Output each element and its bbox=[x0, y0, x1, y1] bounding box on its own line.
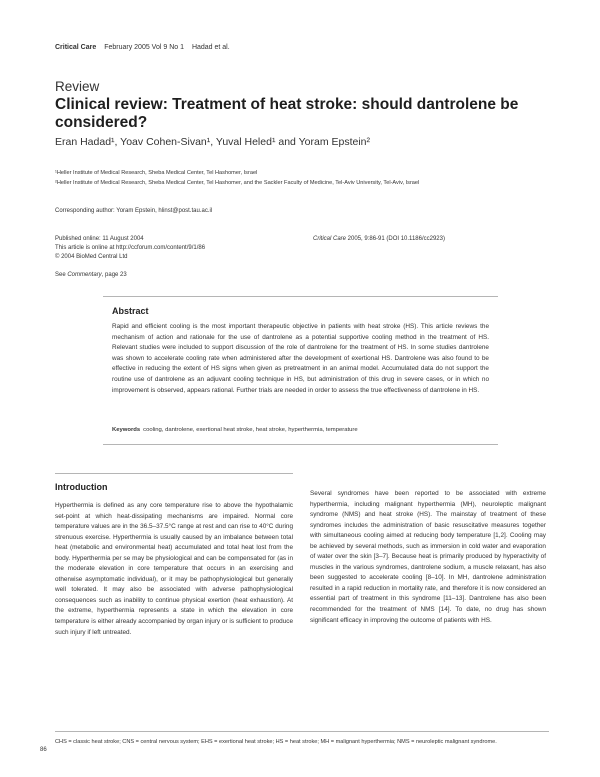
running-head-issue: February 2005 Vol 9 No 1 bbox=[104, 44, 184, 51]
article-type: Review bbox=[55, 79, 100, 94]
abstract-heading: Abstract bbox=[112, 306, 149, 316]
citation-journal: Critical Care bbox=[313, 236, 347, 242]
abbreviations-footnote: CHS = classic heat stroke; CNS = central nervous system; EHS = exertional heat stroke; HS = heat stroke; MH = malignant hyperthermia; NMS = neuroleptic malignant syndrome. bbox=[55, 739, 497, 745]
keywords bbox=[112, 427, 492, 433]
keywords-list: cooling, dantrolene, exertional heat stroke, heat stroke, hyperthermia, temperature bbox=[143, 427, 358, 433]
introduction-rule bbox=[55, 473, 293, 474]
citation-details: 2005, 9:86-91 (DOI 10.1186/cc2923) bbox=[346, 236, 445, 242]
corresponding-author: Corresponding author: Yoram Epstein, hlinst@post.tau.ac.il bbox=[55, 208, 213, 214]
copyright: © 2004 BioMed Central Ltd bbox=[55, 254, 128, 260]
running-head bbox=[55, 44, 230, 51]
affiliation-2: ²Heller Institute of Medical Research, Sheba Medical Center, Tel Hashomer, and the Sackler Faculty of Medicine, Tel-Aviv University, Tel-Aviv, Israel bbox=[55, 180, 420, 186]
footnote-rule bbox=[55, 731, 549, 732]
abstract-text: Rapid and efficient cooling is the most important therapeutic objective in patients with heat stroke (HS). This article reviews the mechanism of action and rationale for the use of dantrolene as a potential supportive cooling method in the treatment of HS. Relevant studies were included to support discussion of the role of dantrolene for the treatment of HS. In some studies dantrolene was shown to accelerate cooling rate when administered after the development of exertional HS. Dantrolene was also found to be effective in reducing the extent of HS signs when given as pretreatment in an animal model. Accumulated data do not support the routine use of dantrolene as an adjuvant cooling technique in HS, but administration of this drug in severe cases, or in which no improvement is observed, appears rational. Further trials are needed in order to assess the true effectiveness of dantrolene in HS. bbox=[112, 323, 489, 394]
abstract-bottom-rule bbox=[103, 444, 498, 445]
online-url: This article is online at http://ccforum.com/content/9/1/86 bbox=[55, 245, 206, 251]
introduction-column-2: Several syndromes have been reported to be associated with extreme hyperthermia, including malignant hyperthermia (MH), neuroleptic malignant syndrome (NMS) and heat stroke (HS). The mainstay of treatment of these syndromes includes the administration of basic resuscitative measures together with simultaneous cooling aimed at reducing body temperature [1,2]. Cooling may be achieved by several methods, such as immersion in cold water and evaporation of water over the skin [3–7]. Because heat is primarily produced by hyperactivity of muscles in the various syndromes, dantrolene sodium, a muscle relaxant, has also been suggested to accelerate cooling [8–10]. In MH, dantrolene administration resulted in a rapid reduction in mortality rate, and therefore it is now considered an essential part of treatment in this syndrome [11–13]. Dantrolene has also been recommended for the treatment of NMS [14]. To date, no drug has shown significant efficacy in improving the outcome of patients with HS. bbox=[310, 490, 546, 624]
abstract-top-rule bbox=[103, 296, 498, 297]
page-number: 86 bbox=[40, 747, 47, 753]
article-title: Clinical review: Treatment of heat stroke: should dantrolene be considered? bbox=[55, 96, 519, 131]
see-commentary: See Commentary, page 23 bbox=[55, 272, 127, 278]
citation bbox=[313, 236, 445, 242]
keywords-label: Keywords bbox=[112, 427, 141, 433]
author-list: Eran Hadad¹, Yoav Cohen-Sivan¹, Yuval Heled¹ and Yoram Epstein² bbox=[55, 136, 371, 148]
commentary-link[interactable]: Commentary bbox=[67, 272, 102, 278]
affiliation-1: ¹Heller Institute of Medical Research, Sheba Medical Center, Tel Hashomer, Israel bbox=[55, 170, 258, 176]
introduction-heading: Introduction bbox=[55, 482, 108, 492]
published-online: Published online: 11 August 2004 bbox=[55, 236, 144, 242]
running-head-journal: Critical Care bbox=[55, 44, 97, 51]
introduction-column-1: Hyperthermia is defined as any core temperature rise to above the hypothalamic set-point at which heat-dissipating mechanisms are impaired. Normal core temperature values are in the 36.5–37.5°C range at rest and can rise to 40°C during strenuous exercise. Hyperthermia is usually caused by an imbalance between total heat (metabolic and environmental heat) accumulated and total heat lost from the body. Hyperthermia per se may be physiological and can be compensated for (as in the moderate elevation in core temperature that occurs in an exercising and otherwise asymptomatic individual), or it may be pathophysiological but generally well tolerated. It may also be associated with adverse pathophysiological consequences such as inability to continue physical exertion (heat exhaustion). At the extreme, hyperthermia represents a state in which the elevation in core temperature is either already accompanied by organ injury or is sufficient to produce such injury if left untreated. bbox=[55, 502, 293, 636]
running-head-authors: Hadad et al. bbox=[191, 44, 230, 51]
